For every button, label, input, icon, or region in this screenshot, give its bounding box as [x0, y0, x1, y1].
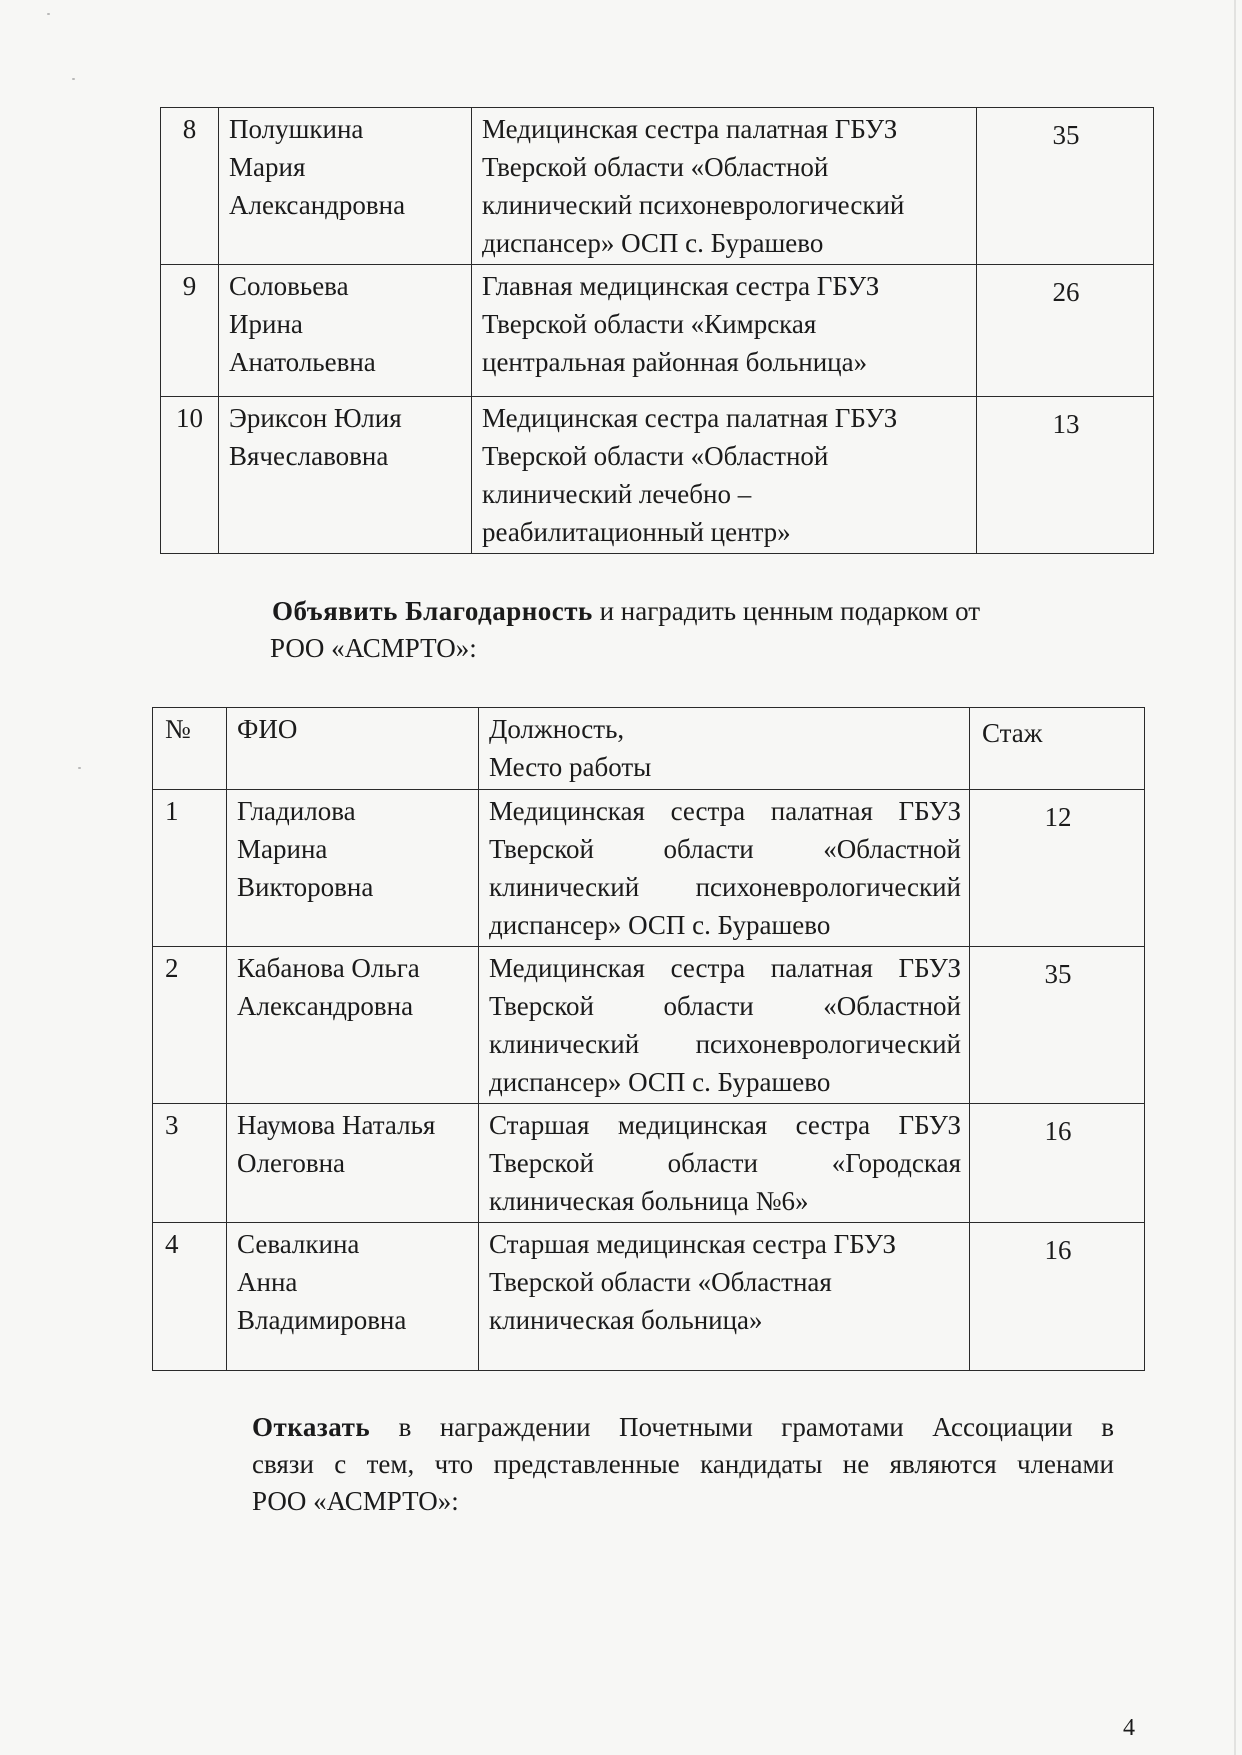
page-number: 4	[1123, 1715, 1135, 1741]
work-experience: 35	[970, 947, 1145, 1104]
awards-table-continued	[160, 107, 1154, 554]
position-line: клинический психоневрологический	[489, 872, 961, 902]
table-row	[153, 790, 1145, 947]
position-workplace	[479, 947, 970, 1104]
work-experience: 35	[977, 108, 1154, 265]
header-line: Должность,	[489, 714, 625, 744]
table-row	[161, 265, 1154, 397]
refusal-heading: Отказать	[252, 1412, 371, 1442]
name-line: Соловьева	[229, 271, 349, 301]
position-line: Тверской области «Кимрская	[482, 309, 817, 339]
position-workplace	[479, 790, 970, 947]
position-line: Старшая медицинская сестра ГБУЗ	[489, 1229, 897, 1259]
row-number: 4	[153, 1223, 227, 1371]
paragraph-text: РОО «АСМРТО»:	[252, 1486, 459, 1516]
header-name: ФИО	[227, 708, 479, 790]
row-number: 9	[161, 265, 219, 397]
work-experience: 16	[970, 1104, 1145, 1223]
scan-speck	[78, 767, 81, 769]
name-line: Александровна	[237, 991, 414, 1021]
gratitude-heading: Объявить Благодарность	[272, 596, 593, 626]
header-number: №	[153, 708, 227, 790]
position-line: Тверской области «Областная	[489, 1267, 832, 1297]
person-name	[227, 790, 479, 947]
paragraph-text: связи с тем, что представленные кандидаты не являются членами	[252, 1449, 1114, 1479]
position-line: диспансер» ОСП с. Бурашево	[489, 910, 831, 940]
name-line: Севалкина	[237, 1229, 360, 1259]
header-position	[479, 708, 970, 790]
position-workplace	[479, 1104, 970, 1223]
gratitude-paragraph	[272, 593, 1120, 667]
work-experience: 13	[977, 397, 1154, 554]
table-row	[153, 947, 1145, 1104]
name-line: Гладилова	[237, 796, 356, 826]
scan-speck	[47, 13, 50, 15]
table-header-row	[153, 708, 1145, 790]
name-line: Александровна	[229, 190, 406, 220]
position-line: клиническая больница №6»	[489, 1186, 809, 1216]
position-line: центральная районная больница»	[482, 347, 868, 377]
person-name	[219, 265, 472, 397]
position-workplace	[479, 1223, 970, 1371]
row-number: 2	[153, 947, 227, 1104]
paragraph-text: в награждении Почетными грамотами Ассоциации в	[370, 1412, 1114, 1442]
position-line: реабилитационный центр»	[482, 517, 791, 547]
name-line: Анатольевна	[229, 347, 376, 377]
position-line: Главная медицинская сестра ГБУЗ	[482, 271, 880, 301]
table-row	[153, 1223, 1145, 1371]
name-line: Анна	[237, 1267, 298, 1297]
table-row	[153, 1104, 1145, 1223]
person-name	[219, 108, 472, 265]
work-experience: 26	[977, 265, 1154, 397]
position-line: Медицинская сестра палатная ГБУЗ	[482, 403, 898, 433]
work-experience: 16	[970, 1223, 1145, 1371]
paragraph-text: и наградить ценным подарком от	[592, 596, 981, 626]
name-line: Ирина	[229, 309, 303, 339]
person-name	[227, 947, 479, 1104]
header-experience: Стаж	[970, 708, 1145, 790]
position-line: диспансер» ОСП с. Бурашево	[482, 228, 824, 258]
name-line: Олеговна	[237, 1148, 346, 1178]
position-line: диспансер» ОСП с. Бурашево	[489, 1067, 831, 1097]
row-number: 10	[161, 397, 219, 554]
name-line: Наумова Наталья	[237, 1110, 436, 1140]
position-line: Тверской области «Областной	[482, 152, 829, 182]
name-line: Эриксон Юлия	[229, 403, 402, 433]
position-line: Тверской области «Городская	[489, 1148, 961, 1178]
person-name	[227, 1223, 479, 1371]
scan-edge	[1234, 0, 1236, 1755]
work-experience: 12	[970, 790, 1145, 947]
name-line: Вячеславовна	[229, 441, 389, 471]
position-line: Тверской области «Областной	[489, 991, 961, 1021]
paragraph-text: РОО «АСМРТО»:	[270, 633, 477, 663]
position-line: Тверской области «Областной	[482, 441, 829, 471]
table-row	[161, 397, 1154, 554]
scan-speck	[72, 78, 75, 80]
row-number: 3	[153, 1104, 227, 1223]
name-line: Владимировна	[237, 1305, 407, 1335]
gratitude-table	[152, 707, 1145, 1371]
position-line: Старшая медицинская сестра ГБУЗ	[489, 1110, 961, 1140]
refusal-paragraph	[252, 1409, 1114, 1520]
position-line: Тверской области «Областной	[489, 834, 961, 864]
position-workplace	[472, 108, 977, 265]
row-number: 8	[161, 108, 219, 265]
table-row	[161, 108, 1154, 265]
person-name	[219, 397, 472, 554]
position-workplace	[472, 265, 977, 397]
name-line: Кабанова Ольга	[237, 953, 420, 983]
name-line: Полушкина	[229, 114, 364, 144]
header-line: Место работы	[489, 752, 652, 782]
name-line: Марина	[237, 834, 328, 864]
person-name	[227, 1104, 479, 1223]
row-number: 1	[153, 790, 227, 947]
position-line: Медицинская сестра палатная ГБУЗ	[482, 114, 898, 144]
position-line: Медицинская сестра палатная ГБУЗ	[489, 953, 961, 983]
position-line: Медицинская сестра палатная ГБУЗ	[489, 796, 961, 826]
position-line: клинический лечебно –	[482, 479, 752, 509]
position-line: клинический психоневрологический	[489, 1029, 961, 1059]
position-line: клинический психоневрологический	[482, 190, 905, 220]
name-line: Мария	[229, 152, 306, 182]
position-line: клиническая больница»	[489, 1305, 763, 1335]
name-line: Викторовна	[237, 872, 374, 902]
position-workplace	[472, 397, 977, 554]
